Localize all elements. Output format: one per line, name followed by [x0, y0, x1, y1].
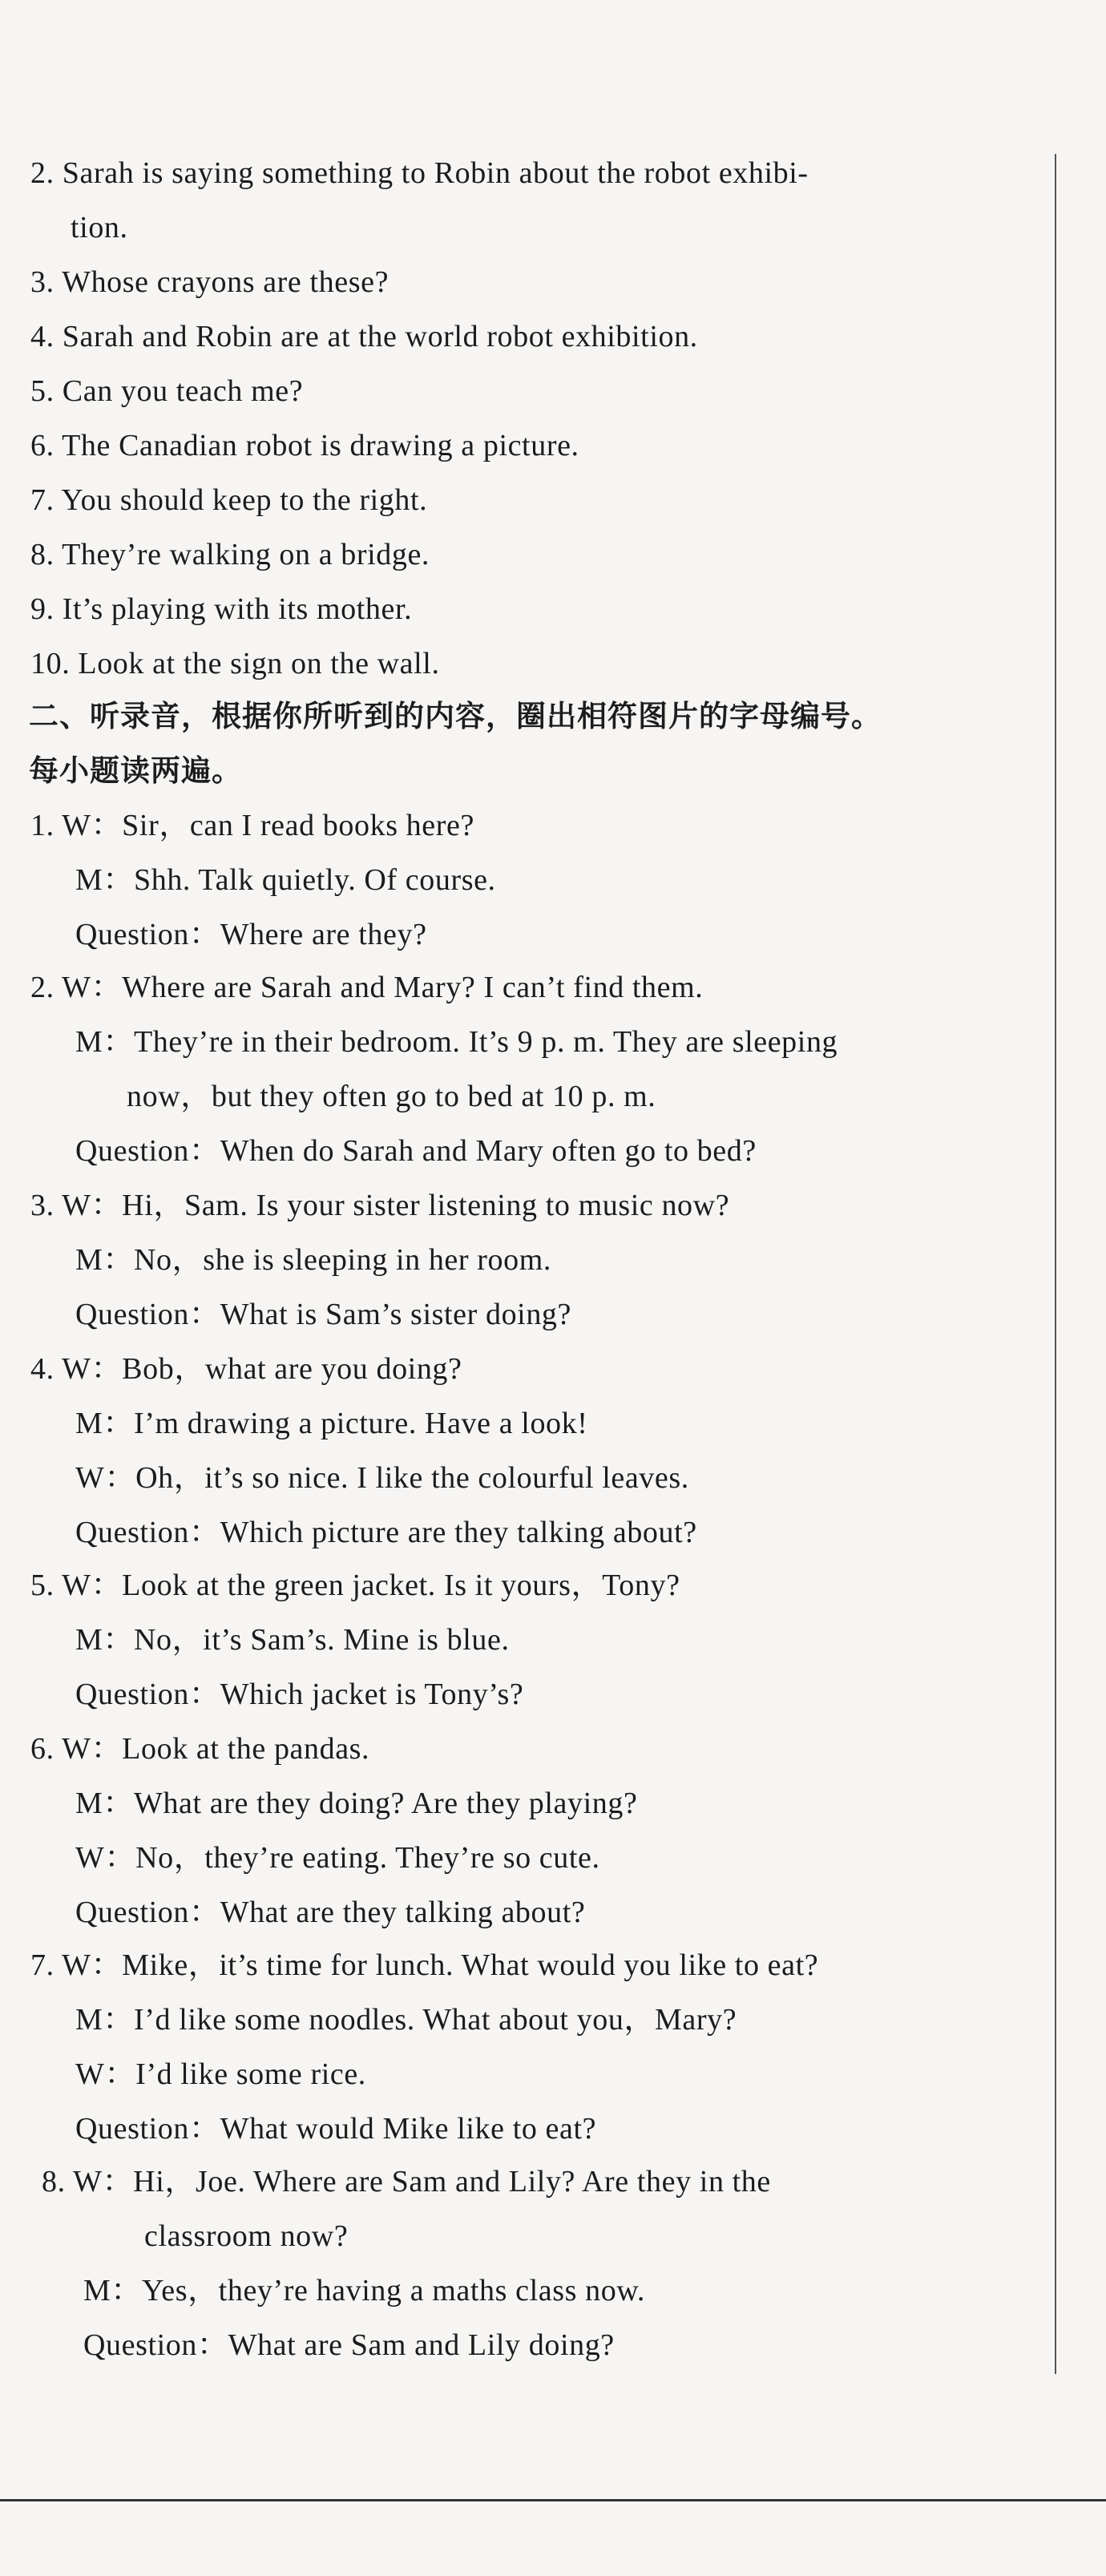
dialogue-1-woman: 1. W：Sir，can I read books here? [30, 809, 474, 842]
dialogue-3-question: Question：What is Sam’s sister doing? [75, 1298, 571, 1331]
listening-item-7: 7. You should keep to the right. [30, 483, 428, 517]
dialogue-7-question: Question：What would Mike like to eat? [75, 2112, 597, 2146]
listening-item-6: 6. The Canadian robot is drawing a picture. [30, 429, 579, 462]
dialogue-4-woman: 4. W：Bob，what are you doing? [30, 1352, 462, 1386]
dialogue-2-question: Question：When do Sarah and Mary often go to bed? [75, 1134, 757, 1168]
dialogue-6-woman: 6. W：Look at the pandas. [30, 1732, 370, 1766]
dialogue-8-woman: 8. W：Hi，Joe. Where are Sam and Lily? Are they in the [42, 2165, 771, 2198]
dialogue-5-question: Question：Which jacket is Tony’s? [75, 1678, 524, 1711]
dialogue-5-woman: 5. W：Look at the green jacket. Is it yours，Tony? [30, 1569, 680, 1602]
listening-item-5: 5. Can you teach me? [30, 374, 304, 408]
dialogue-8-question: Question：What are Sam and Lily doing? [83, 2328, 615, 2362]
dialogue-4-man: M：I’m drawing a picture. Have a look! [75, 1407, 588, 1440]
section-heading: 二、听录音，根据你所听到的内容，圈出相符图片的字母编号。 [29, 699, 882, 733]
section-heading-continued: 每小题读两遍。 [29, 753, 242, 788]
dialogue-7-woman: 7. W：Mike，it’s time for lunch. What would you like to eat? [30, 1948, 819, 1982]
dialogue-3-man: M：No，she is sleeping in her room. [75, 1243, 551, 1277]
dialogue-7-man: M：I’d like some noodles. What about you，Mary? [75, 2003, 737, 2037]
dialogue-2-man: M：They’re in their bedroom. It’s 9 p. m. They are sleeping [75, 1025, 838, 1059]
bottom-rule [0, 2499, 1106, 2501]
listening-item-10: 10. Look at the sign on the wall. [30, 647, 440, 680]
listening-item-2: 2. Sarah is saying something to Robin about the robot exhibi- [30, 156, 809, 190]
listening-item-9: 9. It’s playing with its mother. [30, 592, 413, 626]
listening-item-8: 8. They’re walking on a bridge. [30, 538, 430, 571]
dialogue-7-woman-reply: W：I’d like some rice. [75, 2057, 366, 2091]
listening-item-3: 3. Whose crayons are these? [30, 265, 390, 299]
listening-item-2-continued: tion. [71, 211, 128, 244]
right-margin-rule [1055, 154, 1056, 2374]
dialogue-6-woman-reply: W：No，they’re eating. They’re so cute. [75, 1841, 600, 1875]
dialogue-6-question: Question：What are they talking about? [75, 1896, 586, 1929]
dialogue-4-question: Question：Which picture are they talking about? [75, 1516, 697, 1549]
dialogue-1-question: Question：Where are they? [75, 918, 427, 951]
dialogue-2-man-continued: now，but they often go to bed at 10 p. m. [127, 1080, 656, 1113]
dialogue-8-man: M：Yes，they’re having a maths class now. [83, 2274, 645, 2307]
dialogue-4-woman-reply: W：Oh，it’s so nice. I like the colourful leaves. [75, 1461, 689, 1495]
dialogue-8-woman-continued: classroom now? [144, 2219, 349, 2253]
dialogue-1-man: M：Shh. Talk quietly. Of course. [75, 863, 496, 897]
listening-item-4: 4. Sarah and Robin are at the world robot exhibition. [30, 320, 698, 353]
dialogue-6-man: M：What are they doing? Are they playing? [75, 1787, 638, 1820]
dialogue-5-man: M：No，it’s Sam’s. Mine is blue. [75, 1623, 510, 1657]
dialogue-3-woman: 3. W：Hi，Sam. Is your sister listening to music now? [30, 1189, 730, 1222]
dialogue-2-woman: 2. W：Where are Sarah and Mary? I can’t find them. [30, 971, 704, 1004]
